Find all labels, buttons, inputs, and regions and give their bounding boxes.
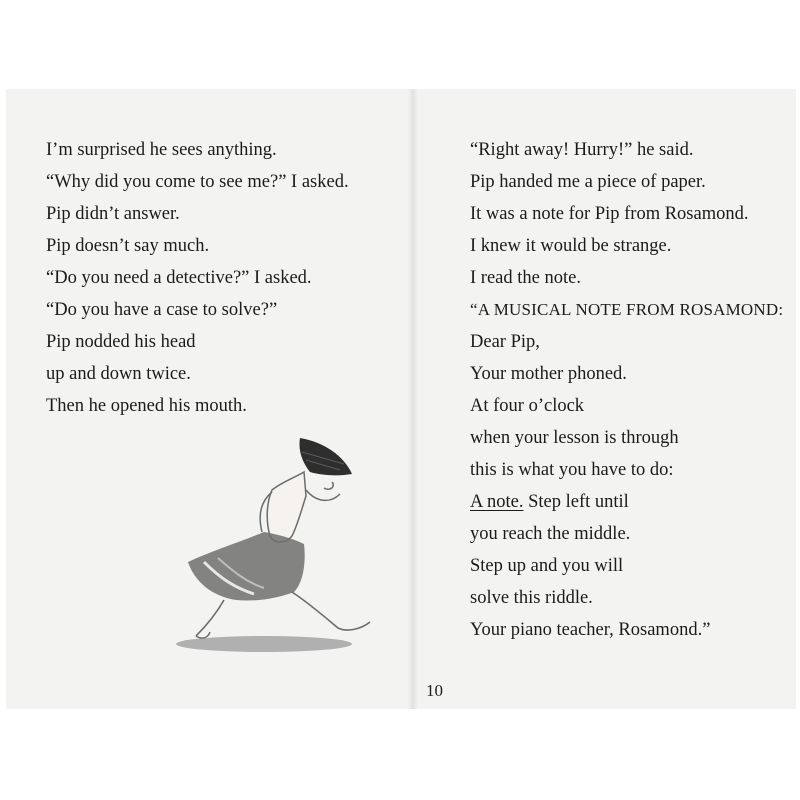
left-page xyxy=(6,89,408,709)
text-line: solve this riddle. xyxy=(470,588,593,608)
note-heading: “A MUSICAL NOTE FROM ROSAMOND: xyxy=(470,300,784,319)
text-line: up and down twice. xyxy=(46,364,191,384)
text-line: when your lesson is through xyxy=(470,428,679,448)
page-number: 10 xyxy=(426,681,443,700)
text-line: this is what you have to do: xyxy=(470,460,674,480)
text-line: “Do you need a detective?” I asked. xyxy=(46,268,312,288)
text-line: Dear Pip, xyxy=(470,332,540,352)
text-span: Step left until xyxy=(523,492,629,512)
text-line: you reach the middle. xyxy=(470,524,631,544)
text-line: I read the note. xyxy=(470,268,581,288)
text-line: Pip nodded his head xyxy=(46,332,196,352)
underlined-text: A note. xyxy=(470,492,524,512)
text-line: Your piano teacher, Rosamond.” xyxy=(470,620,711,640)
text-line: I knew it would be strange. xyxy=(470,236,672,256)
running-boy-illustration xyxy=(174,432,384,657)
text-line: It was a note for Pip from Rosamond. xyxy=(470,204,749,224)
text-line: I’m surprised he sees anything. xyxy=(46,140,277,160)
note-line xyxy=(470,491,629,513)
text-line: Pip handed me a piece of paper. xyxy=(470,172,706,192)
book-gutter xyxy=(408,89,418,709)
text-line: Step up and you will xyxy=(470,556,624,576)
book-spread xyxy=(6,89,796,709)
text-line: “Do you have a case to solve?” xyxy=(46,300,278,320)
text-line: Pip doesn’t say much. xyxy=(46,236,210,256)
text-line: “Why did you come to see me?” I asked. xyxy=(46,172,349,192)
text-line: “Right away! Hurry!” he said. xyxy=(470,140,694,160)
text-line: Pip didn’t answer. xyxy=(46,204,180,224)
text-line: Then he opened his mouth. xyxy=(46,396,247,416)
right-page xyxy=(418,89,796,709)
text-line: At four o’clock xyxy=(470,396,585,416)
text-line: Your mother phoned. xyxy=(470,364,627,384)
